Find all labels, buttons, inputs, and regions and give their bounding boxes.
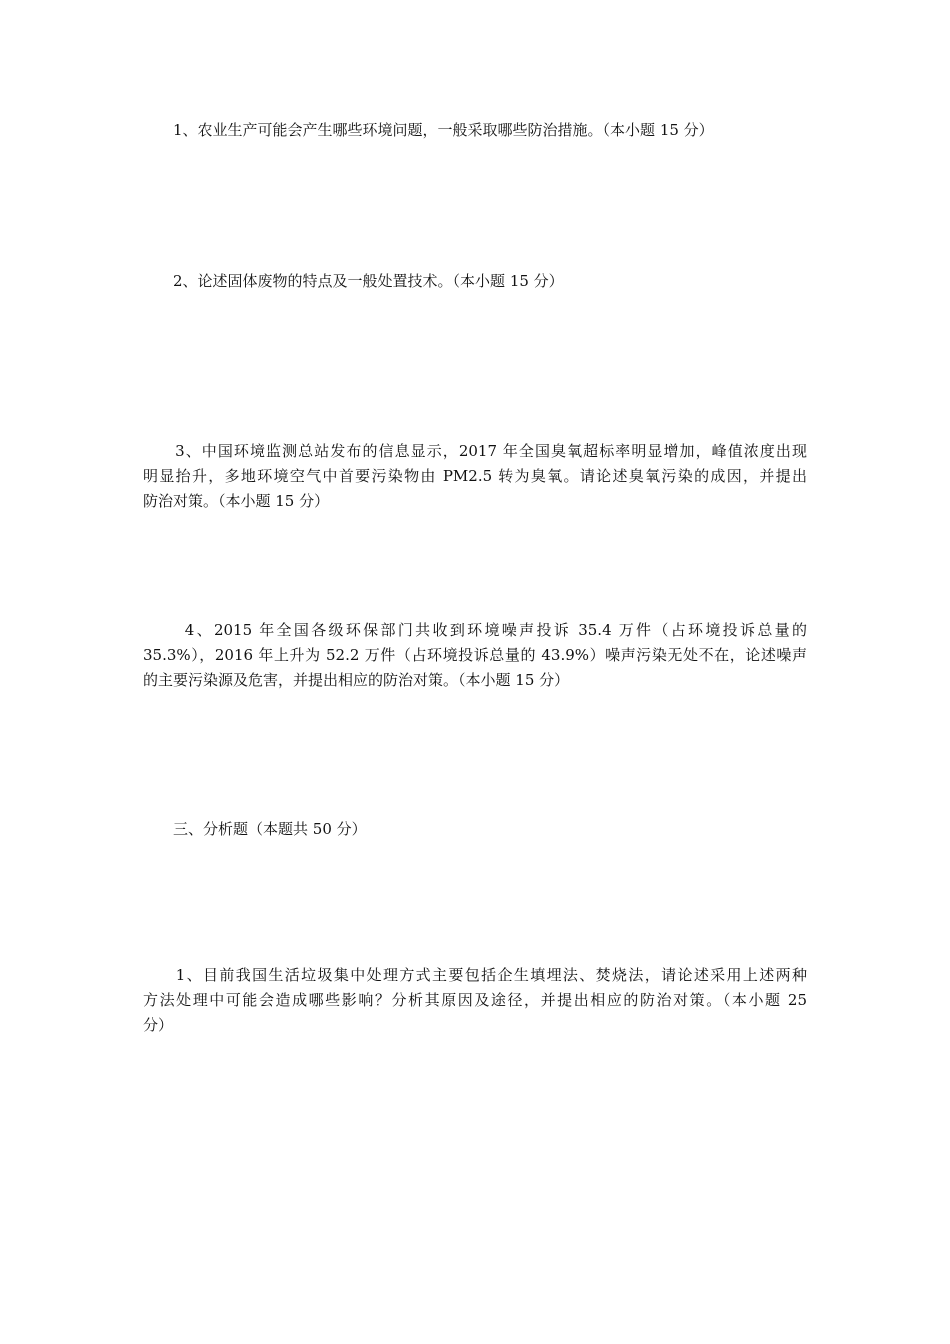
section-3-heading: [143, 817, 807, 842]
question-4-line-1: 4、2015 年全国各级环保部门共收到环境噪声投诉 35.4 万件（占环境投诉总量的: [143, 621, 807, 639]
question-3: [143, 439, 807, 514]
question-4-line-2: 35.3%），2016 年上升为 52.2 万件（占环境投诉总量的 43.9%）噪声污染无处不在，论述噪声: [143, 646, 807, 664]
question-1: [143, 118, 807, 143]
analysis-question-1-line-1: 1、目前我国生活垃圾集中处理方式主要包括企生填埋法、焚烧法，请论述采用上述两种: [143, 966, 807, 984]
question-3-line-2: 明显抬升，多地环境空气中首要污染物由 PM2.5 转为臭氧。请论述臭氧污染的成因，并提出: [143, 467, 807, 485]
question-4-line-3: 的主要污染源及危害，并提出相应的防治对策。（本小题 15 分）: [143, 671, 570, 689]
question-4: [143, 618, 807, 693]
section-3-heading-text: 三、分析题（本题共 50 分）: [143, 820, 367, 838]
question-3-line-1: 3、中国环境监测总站发布的信息显示，2017 年全国臭氧超标率明显增加，峰值浓度出现: [143, 442, 807, 460]
question-2: [143, 269, 807, 294]
question-3-line-3: 防治对策。（本小题 15 分）: [143, 492, 330, 510]
question-1-line: 1、农业生产可能会产生哪些环境问题，一般采取哪些防治措施。（本小题 15 分）: [143, 121, 714, 139]
question-2-line: 2、论述固体废物的特点及一般处置技术。（本小题 15 分）: [143, 272, 564, 290]
analysis-question-1: [143, 963, 807, 1038]
analysis-question-1-line-3: 分）: [143, 1016, 174, 1034]
analysis-question-1-line-2: 方法处理中可能会造成哪些影响？分析其原因及途径，并提出相应的防治对策。（本小题 25: [143, 991, 807, 1009]
